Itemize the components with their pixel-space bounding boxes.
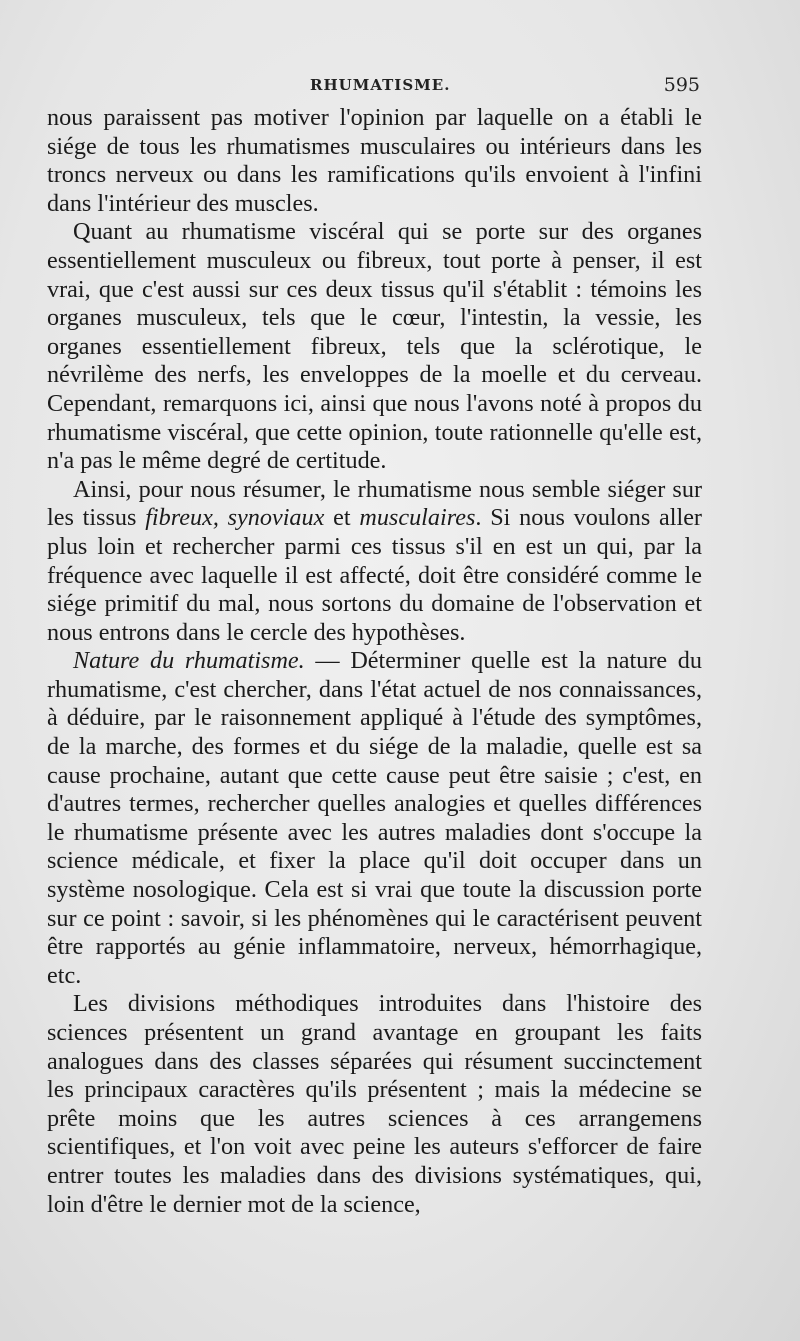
- summary-text-mid: et: [324, 504, 360, 532]
- page-number: 595: [663, 74, 700, 96]
- page-header: [47, 74, 702, 104]
- paragraph-continuation: nous paraissent pas motiver l'opinion par laquelle on a établi le siége de tous les rhumatismes musculaires ou intérieurs dans les troncs nerveux ou dans les ramifications qu'ils envoient à l'infini dans l'intérieur des muscles.: [47, 104, 702, 217]
- summary-emphasis-muscular: musculaires: [359, 504, 476, 532]
- summary-text-after: . Si nous voulons aller plus loin et rechercher parmi ces tissus s'il en est un qui, par la fréquence avec laquelle il est affecté, doit être considéré comme le siége primitif du mal, nous sortons du domaine de l'observation et nous entrons dans le cercle des hypothèses.: [47, 504, 702, 646]
- paragraph-summary: [47, 476, 702, 648]
- nature-text: Déterminer quelle est la nature du rhumatisme, c'est chercher, dans l'état actuel de nos connaissances, à déduire, par le raisonnement appliqué à l'étude des symptômes, de la marche, des formes et du siége de la maladie, quelle est sa cause prochaine, autant que cette cause peut être saisie ; c'est, en d'autres termes, rechercher quelles analogies et quelles différences le rhumatisme présente avec les autres maladies dont s'occupe la science médicale, et fixer la place qu'il doit occuper dans un système nosologique. Cela est si vrai que toute la discussion porte sur ce point : savoir, si les phénomènes qui le caractérisent peuvent être rapportés au génie inflammatoire, nerveux, hémorrhagique, etc.: [47, 647, 702, 989]
- paragraph-nature: [47, 647, 702, 990]
- section-heading-nature: Nature du rhumatisme.: [73, 647, 305, 675]
- paragraph-methodical-divisions: Les divisions méthodiques introduites dans l'histoire des sciences présentent un grand avantage en groupant les faits analogues dans des classes séparées qui résument succinctement les principaux caractères qu'ils présentent ; mais la médecine se prête moins que les autres sciences à ces arrangemens scientifiques, et l'on voit avec peine les auteurs s'efforcer de faire entrer toutes les maladies dans des divisions systématiques, qui, loin d'être le dernier mot de la science,: [47, 990, 702, 1218]
- summary-emphasis-tissues: fibreux, synoviaux: [145, 504, 325, 532]
- section-dash: —: [304, 647, 351, 675]
- paragraph-visceral-rheumatism: Quant au rhumatisme viscéral qui se porte sur des organes essentiellement musculeux ou fibreux, tout porte à penser, il est vrai, que c'est aussi sur ces deux tissus qu'il s'établit : témoins les organes musculeux, tels que le cœur, l'intestin, la vessie, les organes essentiellement fibreux, tels que la sclérotique, le névrilème des nerfs, les enveloppes de la moelle et du cerveau. Cependant, remarquons ici, ainsi que nous l'avons noté à propos du rhumatisme viscéral, que cette opinion, toute rationnelle qu'elle est, n'a pas le même degré de certitude.: [47, 218, 702, 475]
- running-title: RHUMATISME.: [310, 76, 451, 94]
- body-text: [47, 104, 702, 1219]
- summary-text-before: Ainsi, pour nous résumer, le rhumatisme nous semble siéger sur les tissus: [47, 475, 702, 532]
